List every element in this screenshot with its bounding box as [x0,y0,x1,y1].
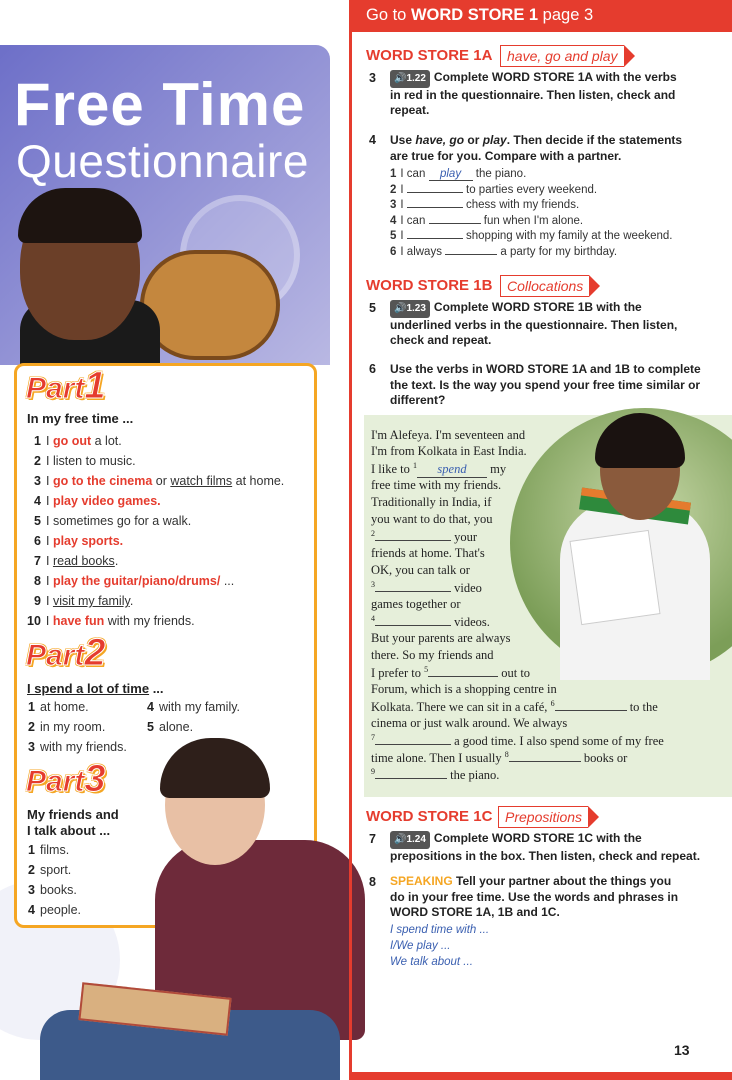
list-item: 2 sport. [28,863,72,877]
list-item: 3 books. [28,883,77,897]
wordstore-1a-tag: have, go and play [500,45,624,67]
exercise-4-item: 5 I shopping with my family at the weekend. [390,230,673,243]
text-line: games together or [371,597,461,611]
text-line: $^2$ your [371,529,478,545]
exercise-4-item: 4 I can fun when I'm alone. [390,214,584,227]
example-phrase: I spend time with ... [390,924,490,936]
answer-blank[interactable]: play [429,168,473,181]
part2-heading: I spend a lot of time ... [27,681,164,696]
text-line: I'm from Kolkata in East India. [371,444,527,458]
exercise-8-text: SPEAKING Tell your partner about the things you do in your free time. Use the words and phrases in WORD STORE 1A, 1B and 1C. [390,874,679,919]
exercise-number: 5 [369,301,376,315]
text-line: $^4$ videos. [371,614,490,630]
text-line: I'm Alefeya. I'm seventeen and [371,428,526,442]
questionnaire-item: 5 I sometimes go for a walk. [34,514,192,528]
answer-blank[interactable] [428,676,498,677]
answer-blank[interactable] [555,710,627,711]
part1-heading: In my free time ... [27,411,134,426]
answer-blank[interactable] [445,254,497,255]
exercise-4-text: Use have, go or play. Then decide if the statements are true for you. Compare with a partner. [390,133,683,163]
exercise-7-text: 🔊1.24 Complete WORD STORE 1C with the prepositions in the box. Then listen, check and repeat. [390,831,701,863]
example-phrase: We talk about ... [390,956,473,968]
list-item: 2 in my room. [28,720,106,734]
answer-blank[interactable] [375,591,451,592]
wordstore-1c-label: WORD STORE 1C [366,808,493,825]
list-item: 1 at home. [28,700,89,714]
text-line: Traditionally in India, if [371,495,492,509]
part2-label: Part2 [26,632,106,674]
page-title: Free Time [14,71,306,138]
part1-label: Part1 [26,365,106,407]
footer-bar [352,1072,732,1080]
exercise-4-item: 1 I can play the piano. [390,168,527,180]
guitar-illustration [140,250,280,360]
list-item: 4 people. [28,903,82,917]
example-phrase: I/We play ... [390,940,451,952]
text-line: OK, you can talk or [371,563,470,577]
answer-blank[interactable] [429,223,481,224]
questionnaire-item: 7 I read books. [34,554,119,568]
list-item: 3 with my friends. [28,740,127,754]
questionnaire-item: 1 I go out a lot. [34,434,122,448]
answer-blank[interactable] [375,744,451,745]
questionnaire-item: 3 I go to the cinema or watch films at home. [34,474,285,488]
page-number: 13 [674,1042,690,1058]
list-item: 4 with my family. [147,700,241,714]
page-subtitle: Questionnaire [16,135,309,187]
list-item: 5 alone. [147,720,194,734]
audio-icon[interactable]: 🔊1.22 [390,70,430,88]
questionnaire-item: 2 I listen to music. [34,454,136,468]
answer-blank[interactable]: spend [417,462,487,478]
text-line: Forum, which is a shopping centre in [371,682,557,696]
text-line: $^3$ video [371,580,482,596]
answer-blank[interactable] [407,192,463,193]
part3-label: Part3 [26,758,106,800]
answer-blank[interactable] [375,778,447,779]
text-line: $^7$ a good time. I also spend some of my free [371,733,664,749]
exercise-number: 3 [369,71,376,85]
questionnaire-item: 10 I have fun with my friends. [27,614,195,628]
text-line: cinema or just walk around. We always [371,716,568,730]
text-line: I prefer to $^5$ out to [371,665,531,681]
questionnaire-item: 9 I visit my family. [34,594,134,608]
exercise-4-item: 3 I chess with my friends. [390,199,580,212]
audio-icon[interactable]: 🔊1.23 [390,300,430,318]
text-line: friends at home. That's [371,546,485,560]
questionnaire-item: 8 I play the guitar/piano/drums/ ... [34,574,235,588]
wordstore-1b-tag: Collocations [500,275,589,297]
header-link[interactable]: Go to WORD STORE 1 page 3 [366,6,594,24]
exercise-4-item: 6 I always a party for my birthday. [390,246,618,258]
audio-icon[interactable]: 🔊1.24 [390,831,430,849]
exercise-4-item: 2 I to parties every weekend. [390,183,598,196]
exercise-5-text: 🔊1.23 Complete WORD STORE 1B with the underlined verbs in the questionnaire. Then listen, check and repeat. [390,300,678,347]
wordstore-1c-tag: Prepositions [498,806,588,828]
text-line: But your parents are always [371,631,511,645]
text-line: Kolkata. There we can sit in a café, $^6$ to the [371,699,658,715]
alefeya-folder [569,530,660,625]
exercise-number: 6 [369,362,376,376]
answer-blank[interactable] [407,207,463,208]
exercise-number: 8 [369,875,376,889]
text-line: there. So my friends and [371,648,494,662]
answer-blank[interactable] [509,761,581,762]
wordstore-1a-label: WORD STORE 1A [366,47,493,64]
text-line: $^9$ the piano. [371,767,500,783]
text-line: I like to $^1$ spend my [371,461,507,477]
wordstore-1b-label: WORD STORE 1B [366,277,493,294]
exercise-number: 4 [369,133,376,147]
text-line: you want to do that, you [371,512,493,526]
exercise-3-text: 🔊1.22 Complete WORD STORE 1A with the verbs in red in the questionnaire. Then listen, check and repeat. [390,70,677,117]
list-item: 1 films. [28,843,70,857]
text-line: time alone. Then I usually $^8$ books or [371,750,628,766]
answer-blank[interactable] [375,625,451,626]
text-line: free time with my friends. [371,478,502,492]
exercise-6-text: Use the verbs in WORD STORE 1A and 1B to complete the text. Is the way you spend your free time similar or different? [390,362,701,407]
part3-heading-line2: I talk about ... [27,823,111,838]
answer-blank[interactable] [407,238,463,239]
divider [349,0,352,1080]
questionnaire-item: 4 I play video games. [34,494,161,508]
answer-blank[interactable] [375,540,451,541]
part3-heading-line1: My friends and [27,807,119,822]
questionnaire-item: 6 I play sports. [34,534,124,548]
exercise-number: 7 [369,832,376,846]
